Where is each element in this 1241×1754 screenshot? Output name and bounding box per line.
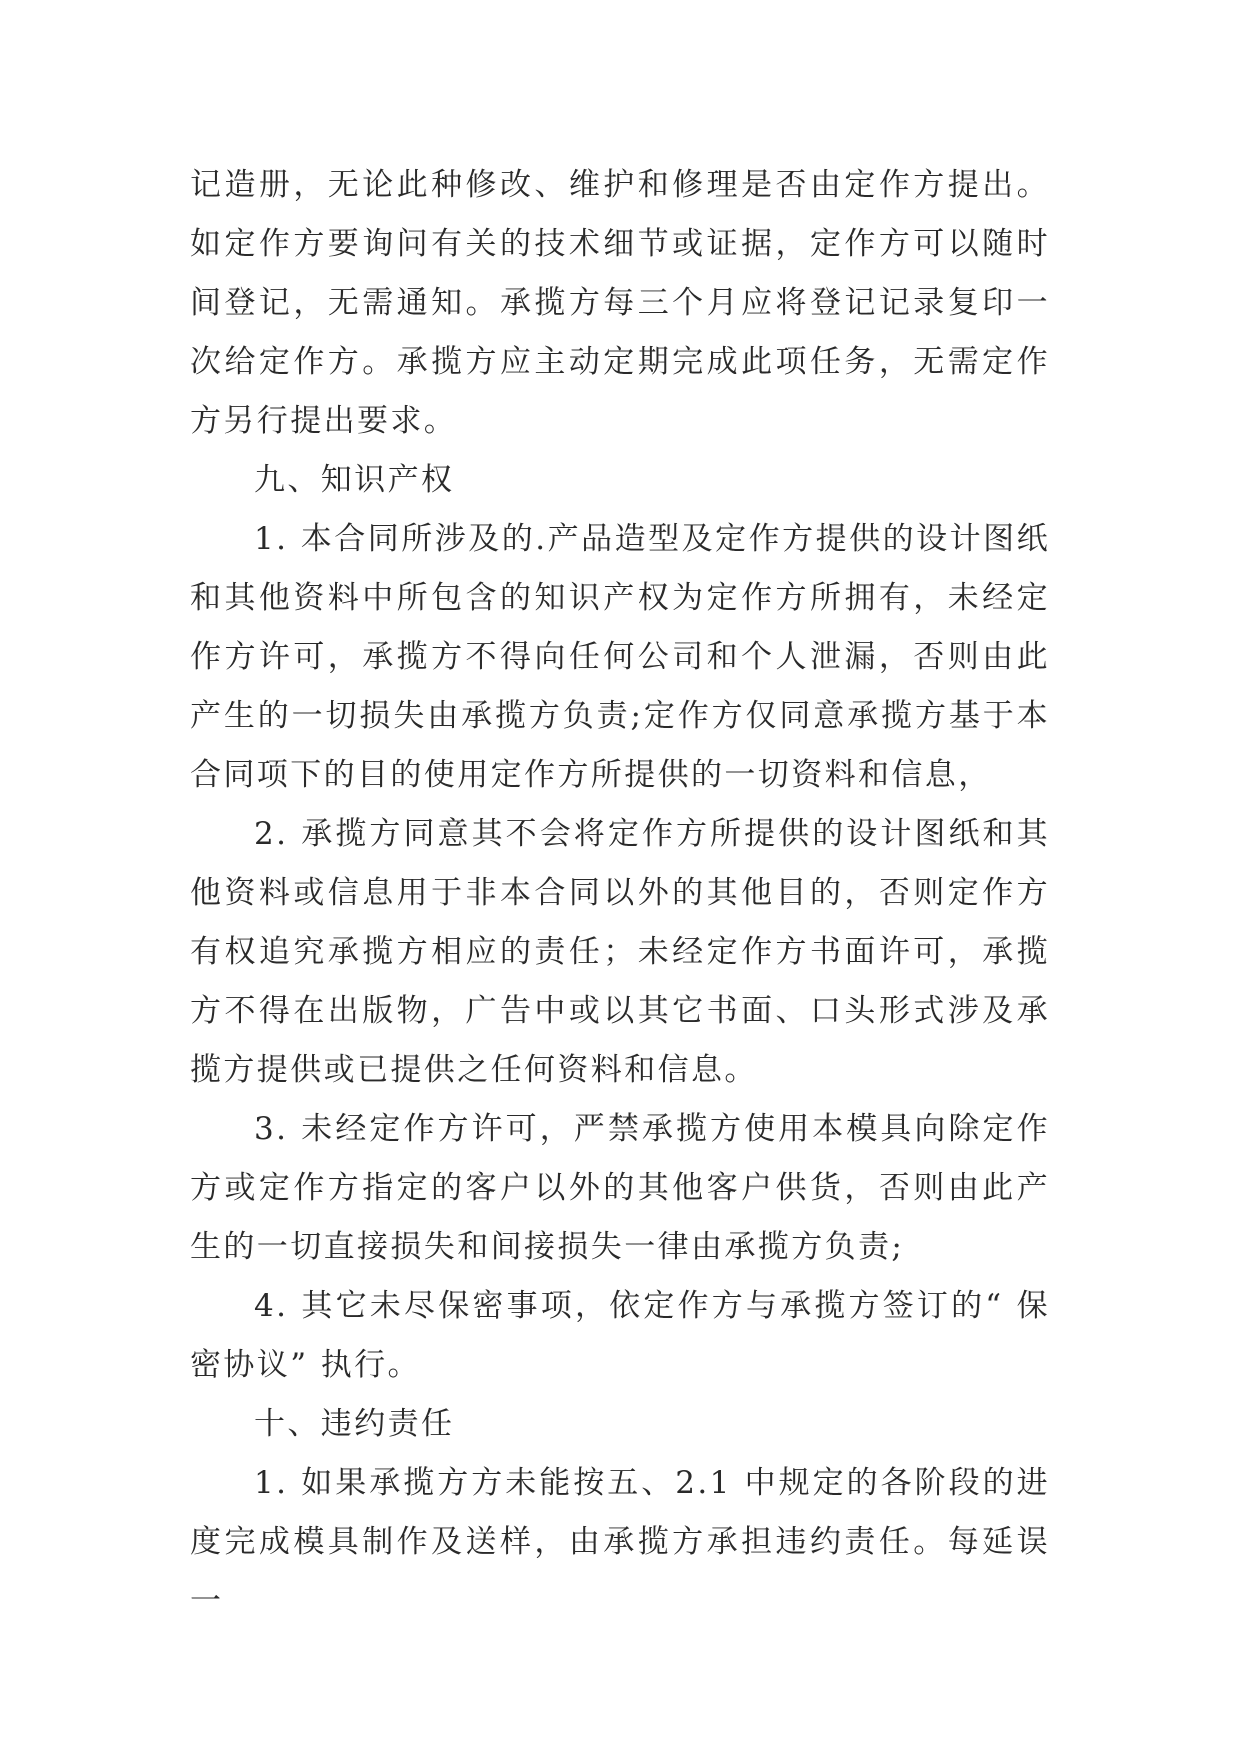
paragraph-ip-clause-1: 1. 本合同所涉及的.产品造型及定作方提供的设计图纸和其他资料中所包含的知识产权为定作方所拥有，未经定作方许可，承揽方不得向任何公司和个人泄漏，否则由此产生的一切损失由承揽方负责;定作方仅同意承揽方基于本合同项下的目的使用定作方所提供的一切资料和信息， bbox=[190, 521, 1050, 793]
document-body bbox=[190, 156, 1050, 1631]
paragraph-breach-clause-1: 1. 如果承揽方方未能按五、2.1 中规定的各阶段的进度完成模具制作及送样，由承揽方承担违约责任。每延误一 bbox=[190, 1465, 1050, 1619]
paragraph-ip-clause-3: 3. 未经定作方许可，严禁承揽方使用本模具向除定作方或定作方指定的客户以外的其他客户供货，否则由此产生的一切直接损失和间接损失一律由承揽方负责; bbox=[190, 1111, 1050, 1265]
section-heading-intellectual-property: 九、知识产权 bbox=[254, 462, 455, 498]
section-heading-breach-liability: 十、违约责任 bbox=[254, 1406, 455, 1442]
paragraph-ip-clause-2: 2. 承揽方同意其不会将定作方所提供的设计图纸和其他资料或信息用于非本合同以外的其他目的，否则定作方有权追究承揽方相应的责任；未经定作方书面许可，承揽方不得在出版物，广告中或以其它书面、口头形式涉及承揽方提供或已提供之任何资料和信息。 bbox=[190, 816, 1050, 1088]
paragraph-maintenance-record: 记造册，无论此种修改、维护和修理是否由定作方提出。如定作方要询问有关的技术细节或证据，定作方可以随时间登记，无需通知。承揽方每三个月应将登记记录复印一次给定作方。承揽方应主动定期完成此项任务，无需定作方另行提出要求。 bbox=[190, 167, 1050, 439]
paragraph-ip-clause-4: 4. 其它未尽保密事项，依定作方与承揽方签订的“ 保密协议” 执行。 bbox=[190, 1288, 1050, 1383]
